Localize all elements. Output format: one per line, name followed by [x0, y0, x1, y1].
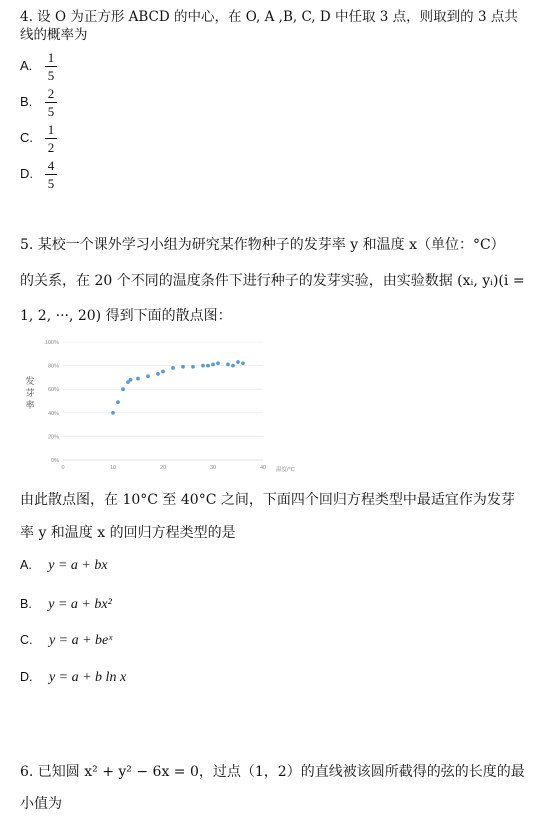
y-tick-label: 20% — [47, 434, 59, 441]
data-point — [171, 366, 175, 370]
fraction — [45, 158, 57, 191]
y-tick-label: 0% — [51, 458, 59, 464]
y-tick-label: 40% — [47, 410, 59, 417]
scatter-chart — [18, 334, 295, 478]
q6-stem-line-2: 小值为 — [20, 796, 62, 812]
data-point — [201, 364, 205, 368]
q4-stem-line-1: 4. 设 O 为正方形 ABCD 的中心，在 O, A ,B, C, D 中任取 3 点，则取到的 3 点共 — [20, 9, 518, 25]
q5-option-a — [20, 556, 108, 575]
q4-stem-line-2: 线的概率为 — [20, 27, 88, 43]
data-point — [161, 370, 165, 374]
data-point — [116, 400, 120, 404]
fraction-bar — [45, 138, 57, 139]
x-tick-label: 40 — [259, 465, 267, 471]
formula: y = a + bx — [48, 558, 108, 573]
q5-option-label: D. — [20, 670, 33, 684]
q5-stem-line-3: 1, 2, ···, 20) 得到下面的散点图： — [20, 308, 232, 324]
y-tick-label: 100% — [44, 340, 59, 346]
data-point — [241, 361, 245, 365]
q6-stem-line-1: 6. 已知圆 x² + y² − 6x = 0，过点（1，2）的直线被该圆所截得的弦的长度的最 — [20, 764, 525, 780]
fraction — [45, 50, 57, 83]
denominator: 5 — [47, 104, 55, 119]
numerator: 4 — [47, 158, 55, 173]
formula: y = a + beˣ — [48, 633, 113, 648]
q5-stem-line-1: 5. 某校一个课外学习小组为研究某作物种子的发芽率 y 和温度 x（单位：°C） — [20, 237, 505, 253]
q5-option-c — [20, 631, 112, 650]
fraction — [45, 86, 57, 119]
y-axis-label — [25, 375, 34, 411]
y-tick-label: 80% — [47, 363, 59, 370]
x-axis-ticks — [61, 465, 266, 471]
data-point — [121, 387, 125, 391]
numerator: 1 — [47, 50, 55, 65]
q5-option-label: B. — [20, 597, 32, 611]
data-point — [226, 363, 230, 367]
y-tick-label: 60% — [47, 387, 59, 394]
x-tick-label: 10 — [109, 465, 117, 471]
fraction — [45, 122, 57, 155]
q5-stem-line-4: 由此散点图，在 10°C 至 40°C 之间，下面四个回归方程类型中最适宜作为发芽 — [20, 492, 515, 508]
x-tick-label: 20 — [159, 465, 167, 471]
q5-option-b — [20, 595, 112, 614]
data-point — [146, 374, 150, 378]
data-point — [211, 363, 215, 367]
q4-option-label: C. — [20, 130, 33, 145]
x-axis-label: 温度/°C — [276, 467, 295, 473]
numerator: 1 — [47, 122, 55, 137]
q4-option-label: A. — [20, 58, 33, 73]
q5-stem-line-2: 的关系，在 20 个不同的温度条件下进行种子的发芽实验，由实验数据 (xᵢ, yᵢ)(i = — [20, 273, 525, 289]
y-axis-label-char: 率 — [25, 401, 35, 411]
q5-option-label: A. — [20, 558, 32, 572]
data-point — [156, 372, 160, 376]
fraction-bar — [45, 102, 57, 103]
q5-option-label: C. — [20, 633, 33, 647]
data-point — [191, 365, 195, 369]
data-point — [236, 360, 240, 364]
y-axis-label-char: 发 — [25, 377, 35, 387]
x-tick-label: 0 — [61, 465, 65, 471]
q4-option-label: D. — [20, 166, 33, 181]
q5-option-d — [20, 668, 126, 687]
data-point — [136, 377, 140, 381]
formula: y = a + b ln x — [48, 670, 127, 685]
denominator: 5 — [47, 176, 55, 191]
data-point — [216, 361, 220, 365]
data-point — [129, 378, 133, 382]
data-point — [181, 365, 185, 369]
data-point — [206, 364, 210, 368]
q5-stem-line-5: 率 y 和温度 x 的回归方程类型的是 — [20, 525, 236, 541]
numerator: 2 — [47, 86, 55, 101]
q4-option-label: B. — [20, 94, 33, 109]
fraction-bar — [45, 174, 57, 175]
y-axis-ticks — [45, 340, 59, 464]
x-tick-label: 30 — [209, 465, 217, 471]
fraction-bar — [45, 66, 57, 67]
chart-points — [111, 360, 245, 415]
y-axis-label-char: 芽 — [25, 389, 35, 399]
data-point — [111, 411, 115, 415]
chart-gridlines — [63, 342, 263, 460]
data-point — [231, 364, 235, 368]
denominator: 2 — [47, 140, 55, 155]
formula: y = a + bx² — [48, 597, 112, 612]
denominator: 5 — [47, 68, 55, 83]
